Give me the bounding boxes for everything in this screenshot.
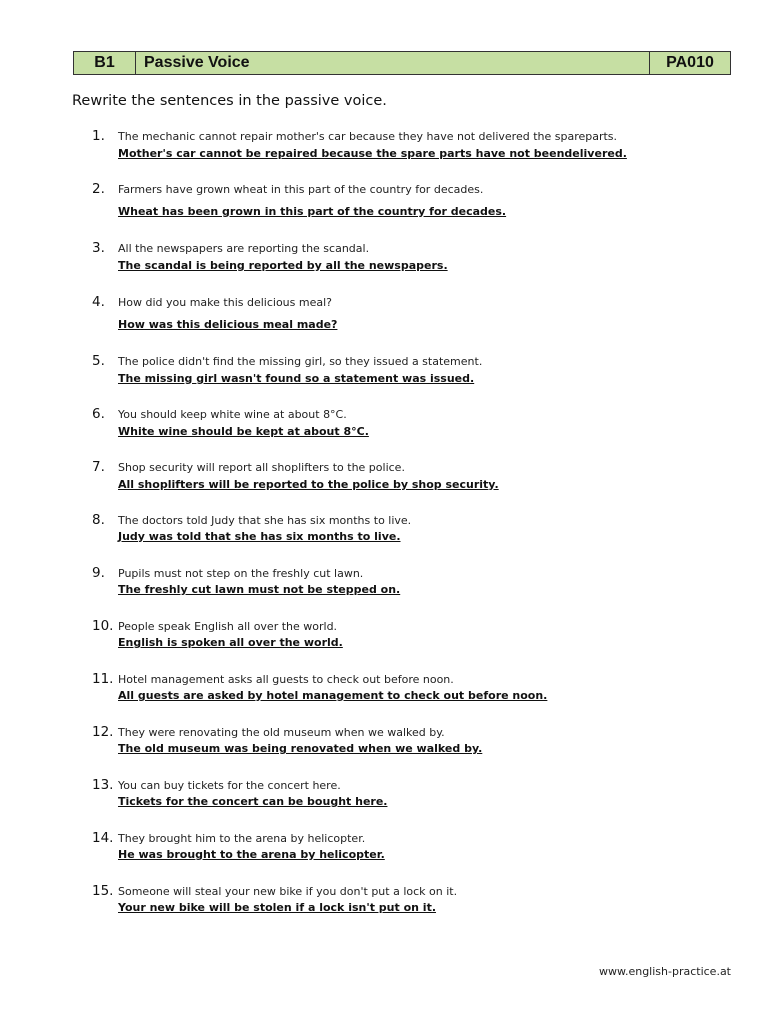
item-answer: Mother's car cannot be repaired because the spare parts have not beendelivered.: [118, 147, 627, 160]
item-answer: The scandal is being reported by all the newspapers.: [118, 259, 448, 272]
item-answer: How was this delicious meal made?: [118, 318, 338, 331]
footer-website: www.english-practice.at: [598, 965, 731, 978]
item-answer: English is spoken all over the world.: [118, 636, 343, 649]
item-number: 11.: [92, 671, 114, 687]
item-question: You can buy tickets for the concert here.: [118, 779, 341, 792]
worksheet-title: Passive Voice: [136, 52, 650, 74]
item-question: How did you make this delicious meal?: [118, 296, 333, 309]
item-number: 14.: [92, 830, 114, 846]
item-number: 10.: [92, 618, 114, 634]
item-number: 2.: [92, 181, 105, 197]
worksheet-header: [73, 51, 731, 75]
item-answer: Wheat has been grown in this part of the country for decades.: [118, 205, 507, 218]
level-label: B1: [74, 52, 136, 74]
item-number: 9.: [92, 565, 105, 581]
worksheet-code: PA010: [666, 54, 714, 71]
item-number: 4.: [92, 294, 105, 310]
item-question: Hotel management asks all guests to check out before noon.: [118, 673, 454, 686]
item-answer: Judy was told that she has six months to live.: [118, 530, 401, 543]
item-question: You should keep white wine at about 8°C.: [118, 408, 347, 421]
item-question: The doctors told Judy that she has six months to live.: [118, 514, 412, 527]
item-question: The police didn't find the missing girl, so they issued a statement.: [118, 355, 483, 368]
item-question: The mechanic cannot repair mother's car because they have not delivered the spareparts.: [118, 130, 618, 143]
item-answer: All shoplifters will be reported to the police by shop security.: [118, 478, 499, 491]
item-answer: He was brought to the arena by helicopter.: [118, 848, 385, 861]
item-answer: All guests are asked by hotel management to check out before noon.: [118, 689, 548, 702]
item-number: 13.: [92, 777, 114, 793]
item-answer: The missing girl wasn't found so a statement was issued.: [118, 372, 475, 385]
item-question: Someone will steal your new bike if you don't put a lock on it.: [118, 885, 458, 898]
item-question: Farmers have grown wheat in this part of the country for decades.: [118, 183, 484, 196]
item-answer: The old museum was being renovated when we walked by.: [118, 742, 483, 755]
item-question: They brought him to the arena by helicopter.: [118, 832, 366, 845]
item-answer: The freshly cut lawn must not be stepped on.: [118, 583, 401, 596]
item-number: 12.: [92, 724, 114, 740]
item-question: Shop security will report all shoplifters to the police.: [118, 461, 405, 474]
item-answer: Your new bike will be stolen if a lock isn't put on it.: [118, 901, 437, 914]
item-number: 7.: [92, 459, 105, 475]
item-number: 5.: [92, 353, 105, 369]
item-number: 8.: [92, 512, 105, 528]
item-answer: Tickets for the concert can be bought here.: [118, 795, 388, 808]
item-number: 6.: [92, 406, 105, 422]
item-number: 15.: [92, 883, 114, 899]
item-number: 1.: [92, 128, 105, 144]
item-answer: White wine should be kept at about 8°C.: [118, 425, 369, 438]
instruction-text: Rewrite the sentences in the passive voice.: [72, 93, 387, 109]
item-question: Pupils must not step on the freshly cut lawn.: [118, 567, 364, 580]
item-question: All the newspapers are reporting the scandal.: [118, 242, 370, 255]
item-question: People speak English all over the world.: [118, 620, 338, 633]
item-number: 3.: [92, 240, 105, 256]
item-question: They were renovating the old museum when we walked by.: [118, 726, 445, 739]
